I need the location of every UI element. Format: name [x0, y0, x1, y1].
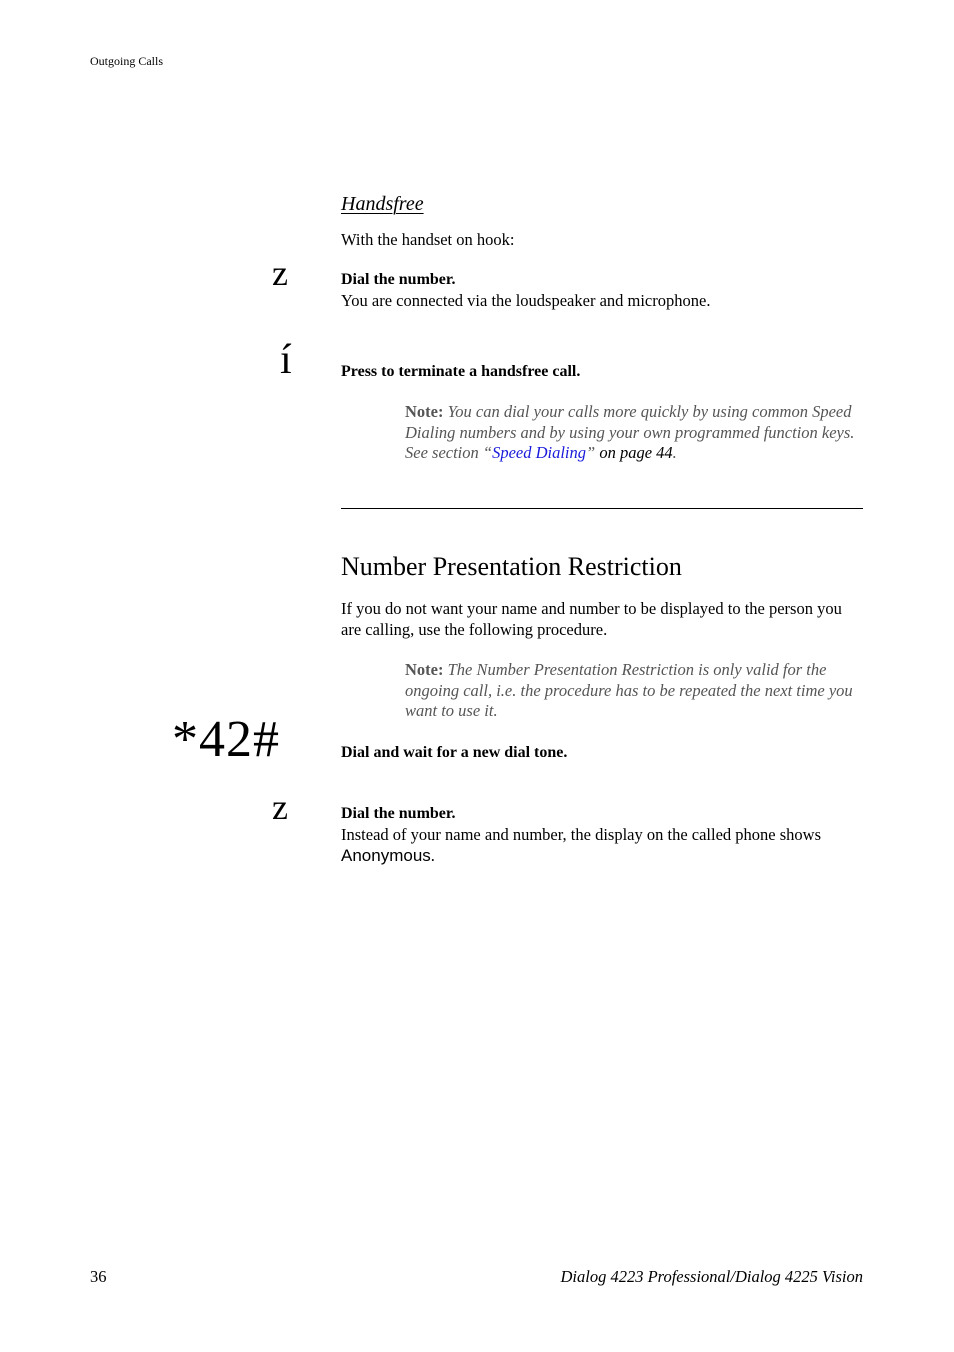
step-description: You are connected via the loudspeaker and microphone. — [341, 291, 711, 310]
handsfree-intro: With the handset on hook: — [341, 230, 515, 249]
note-label: Note: — [405, 402, 444, 421]
step-title: Dial the number. — [341, 805, 456, 822]
description-period: . — [430, 846, 435, 865]
step-dial-number — [341, 269, 863, 311]
step-dial-and-wait: Dial and wait for a new dial tone. — [341, 744, 568, 761]
step-description — [341, 824, 863, 866]
note-label: Note: — [405, 660, 444, 679]
note-text: You can dial your calls more quickly by using common Speed Dialing numbers and by using your own programmed function keys. See section — [405, 402, 855, 462]
section-title-handsfree: Handsfree — [341, 193, 424, 215]
footer-doc-title: Dialog 4223 Professional/Dialog 4225 Vision — [560, 1267, 863, 1286]
speed-dialing-link[interactable]: Speed Dialing — [492, 443, 587, 462]
step-dial-number-restricted — [341, 803, 863, 866]
handsfree-key-icon: í — [280, 337, 292, 383]
display-anonymous: Anonymous — [341, 846, 431, 865]
close-quote: ” — [586, 443, 596, 462]
page-reference: on page 44 — [599, 443, 673, 462]
step-title: Dial the number. — [341, 271, 456, 288]
dial-key-icon: z — [272, 787, 288, 827]
description-text: Instead of your name and number, the display on the called phone shows — [341, 825, 822, 844]
restriction-intro: If you do not want your name and number to be displayed to the person you are calling, use the following procedure. — [341, 599, 842, 639]
section-divider — [341, 508, 863, 509]
dial-key-icon: z — [272, 253, 288, 293]
step-terminate-handsfree: Press to terminate a handsfree call. — [341, 363, 581, 380]
open-quote: “ — [482, 443, 493, 462]
heading-number-presentation-restriction: Number Presentation Restriction — [341, 552, 682, 581]
note-period: . — [672, 443, 677, 462]
page-number: 36 — [90, 1267, 107, 1286]
code-star-42-hash: *42# — [172, 711, 280, 768]
note-restriction — [405, 660, 865, 722]
running-head: Outgoing Calls — [90, 54, 164, 68]
note-text: The Number Presentation Restriction is only valid for the ongoing call, i.e. the procedure has to be repeated the next time you want to use it. — [405, 660, 853, 720]
note-speed-dialing — [405, 402, 865, 464]
